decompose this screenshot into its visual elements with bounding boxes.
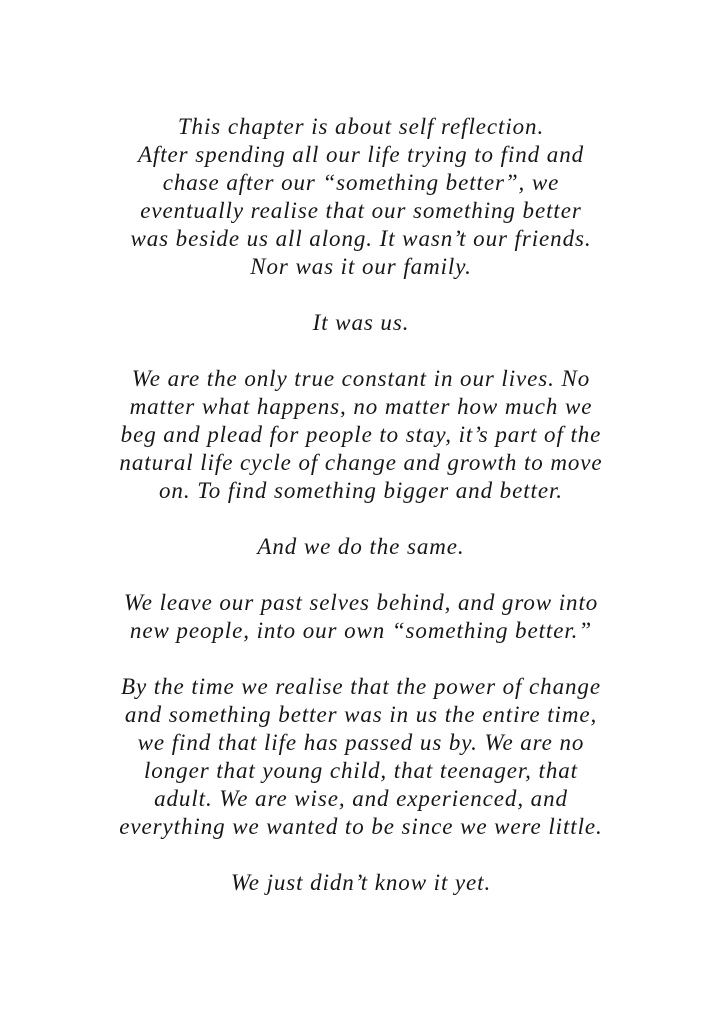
text-line: eventually realise that our something better [140, 198, 582, 223]
text-line: and something better was in us the entire time, [124, 702, 598, 727]
text-line: We just didn’t know it yet. [230, 870, 492, 895]
text-line: beg and plead for people to stay, it’s part of the [120, 422, 602, 447]
paragraph [69, 869, 653, 897]
text-line: It was us. [312, 310, 410, 335]
text-line: Nor was it our family. [250, 254, 472, 279]
text-block [69, 113, 653, 897]
paragraph [69, 589, 653, 645]
text-line: We leave our past selves behind, and grow into [123, 590, 599, 615]
text-line: everything we wanted to be since we were little. [119, 814, 603, 839]
text-line: we find that life has passed us by. We are no [137, 730, 585, 755]
paragraph [69, 533, 653, 561]
paragraph [69, 113, 653, 281]
text-line: After spending all our life trying to find and [137, 142, 585, 167]
paragraph [69, 309, 653, 337]
text-line: natural life cycle of change and growth to move [119, 450, 603, 475]
text-line: matter what happens, no matter how much we [129, 394, 593, 419]
text-line: We are the only true constant in our lives. No [131, 366, 591, 391]
paragraph [69, 673, 653, 841]
text-line: By the time we realise that the power of change [121, 674, 601, 699]
paragraph [69, 365, 653, 505]
text-line: was beside us all along. It wasn’t our friends. [130, 226, 592, 251]
text-line: chase after our “something better”, we [162, 170, 560, 195]
text-line: adult. We are wise, and experienced, and [154, 786, 568, 811]
text-line: on. To find something bigger and better. [159, 478, 563, 503]
text-line: longer that young child, that teenager, that [144, 758, 578, 783]
text-line: This chapter is about self reflection. [177, 114, 545, 139]
text-line: And we do the same. [257, 534, 465, 559]
text-line: new people, into our own “something better.” [129, 618, 593, 643]
